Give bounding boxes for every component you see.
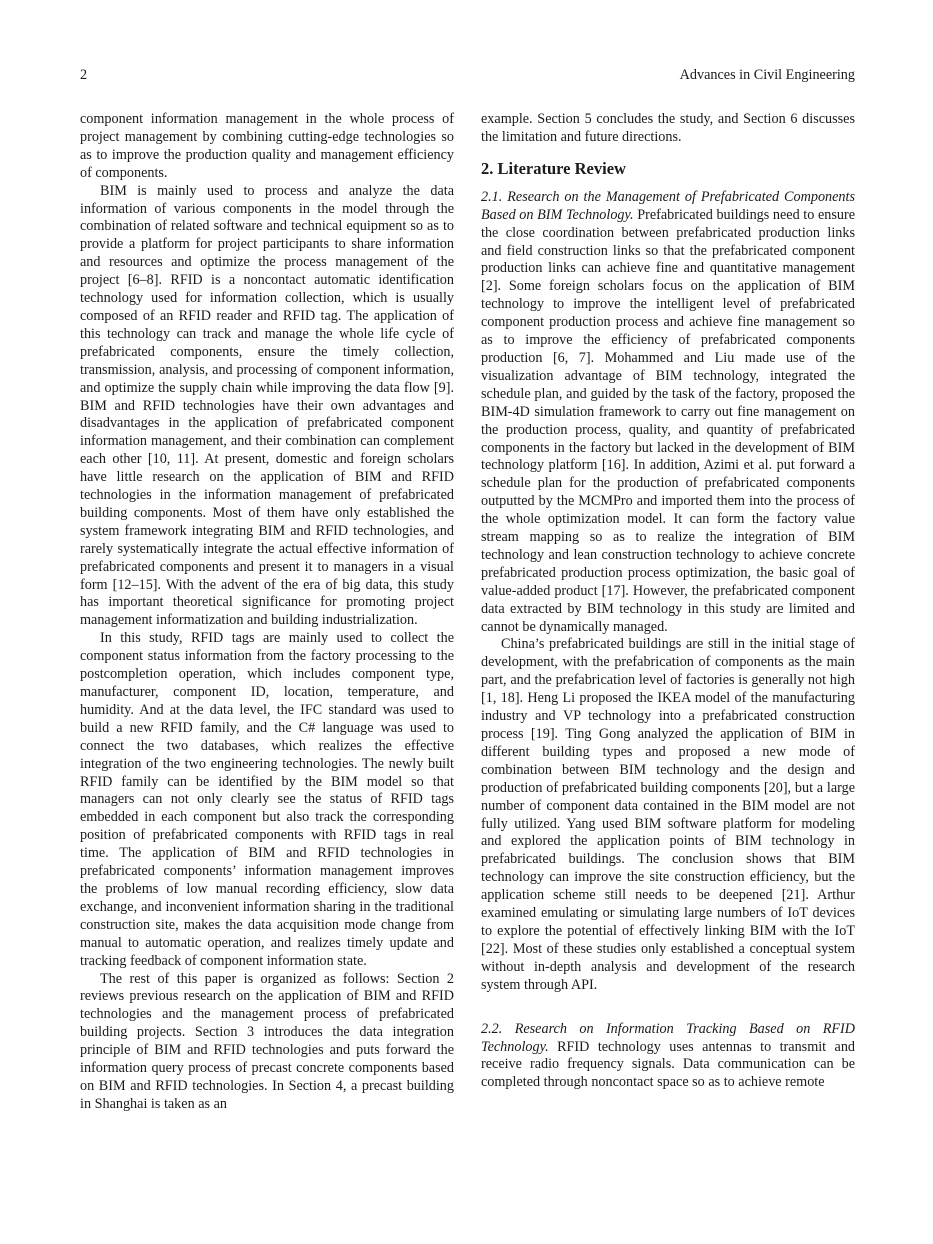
paragraph: In this study, RFID tags are mainly used to collect the component status information from the factory processing to the postcompletion operation, which includes component type, manufacturer, component ID, location, temperature, and humidity. And at the data level, the IFC standard was used to build a new RFID family, and the C# language was used to connect the two databases, which realizes the effective integration of the two engineering technologies. The newly built RFID family can be identified by the BIM model so that managers can not only clearly see the status of RFID tags embedded in each component but also track the corresponding position of prefabricated components with RFID tags in real time. The application of BIM and RFID technologies in prefabricated components’ information management improves the problems of low manual recording efficiency, slow data exchange, and inconvenient information sharing in the traditional construction site, makes the data acquisition mode change from manual to automatic operation, and realizes timely update and tracking feedback of component information state. [80, 630, 454, 969]
page-header [80, 66, 855, 86]
subsection-paragraph [481, 189, 855, 637]
left-column [80, 111, 454, 1114]
paragraph: The rest of this paper is organized as follows: Section 2 reviews previous research on the application of BIM and RFID technologies and the management process of prefabricated building projects. Section 3 introduces the data integration principle of BIM and RFID technologies and puts forward the information query process of precast concrete components based on BIM and RFID technologies. In Section 4, a precast building in Shanghai is taken as an [80, 970, 454, 1112]
subsection-paragraph [481, 1021, 855, 1093]
page-number: 2 [80, 67, 88, 83]
paragraph: China’s prefabricated buildings are still in the initial stage of development, with the prefabrication of components as the main part, and the prefabrication level of factories is generally not high [1, 18]. Heng Li proposed the IKEA model of the manufacturing industry and VP technology into a prefabricated construction process [19]. Ting Gong analyzed the application of BIM in different building types and proposed a new mode of combination between BIM technology and the design and production of prefabricated building components [20], but a large number of component data contained in the BIM model are not fully utilized. Yang used BIM software platform for modeling and explored the application points of BIM technology in prefabricated buildings. The conclusion shows that BIM technology can improve the site construction efficiency, but the application scheme still needs to be deepened [21]. Arthur examined emulating or simulating large numbers of IoT devices to explore the potential of effectively linking BIM with the IoT [22]. Most of these studies only established a conceptual system without in-depth analysis and development of the research system through API. [481, 636, 855, 993]
paragraph: BIM is mainly used to process and analyze the data information of various components in the model through the combination of related software and technical equipment so as to provide a platform for project participants to share information and resources and optimize the process management of the project [6–8]. RFID is a noncontact automatic identification technology used for information collection, which is usually composed of an RFID reader and RFID tag. The application of this technology can track and manage the whole life cycle of prefabricated components, ensure the timely collection, transmission, analysis, and processing of component information, and optimize the supply chain while improving the data flow [9]. BIM and RFID technologies have their own advantages and disadvantages in the application of prefabricated component information management, and their combination can complement each other [10, 11]. At present, domestic and foreign scholars have little research on the application of BIM and RFID technologies in the information management of prefabricated building components. Most of them have only established the system framework integrating BIM and RFID technologies, and rarely systematically integrate the actual effective information of prefabricated components and present it to managers in a visual form [12–15]. With the advent of the era of big data, this study has important theoretical significance for promoting project management informatization and building industrialization. [80, 182, 454, 629]
subsection-title: 2.2. Research on Information Tracking Based on RFID Technology. [481, 1020, 855, 1055]
paragraph: example. Section 5 concludes the study, and Section 6 discusses the limitation and future directions. [481, 111, 855, 145]
spacer [481, 995, 855, 1021]
subsection-text: RFID technology uses antennas to transmit and receive radio frequency signals. Data communication can be completed through noncontact space so as to achieve remote [481, 1038, 856, 1091]
subsection-text: Prefabricated buildings need to ensure the close coordination between prefabricated production links and field construction links so that the prefabricated component production links can achieve fine and quantitative management [2]. Some foreign scholars focus on the application of BIM technology to improve the intelligent level of prefabricated component production process and achieve fine management so as to improve the efficiency of prefabricated components production [6, 7]. Mohammed and Liu made use of the visualization advantage of BIM technology, integrated the schedule plan, and guided by the task of the factory, proposed the BIM-4D simulation framework to carry out fine management on the production process, quality, and quantity of prefabricated components in the factory but lacked in the development of BIM technology platform [16]. In addition, Azimi et al. put forward a schedule plan for the production of prefabricated components outputted by the MCMPro and imported them into the process of the whole optimization model. It can form the factory value stream mapping so as to realize the integration of BIM technology and lean construction technology to achieve concrete prefabricated production process optimization, the basic goal of value-added product [17]. However, the prefabricated component data extracted by BIM technology in this study are limited and cannot be dynamically managed. [481, 206, 855, 635]
journal-name: Advances in Civil Engineering [679, 67, 855, 83]
section-heading: 2. Literature Review [481, 158, 626, 178]
right-column [481, 111, 855, 1092]
paragraph: component information management in the whole process of project management by combining cutting-edge technologies so as to improve the production quality and management efficiency of components. [80, 111, 454, 181]
subsection-title: 2.1. Research on the Management of Prefabricated Components Based on BIM Technology. [481, 188, 855, 223]
